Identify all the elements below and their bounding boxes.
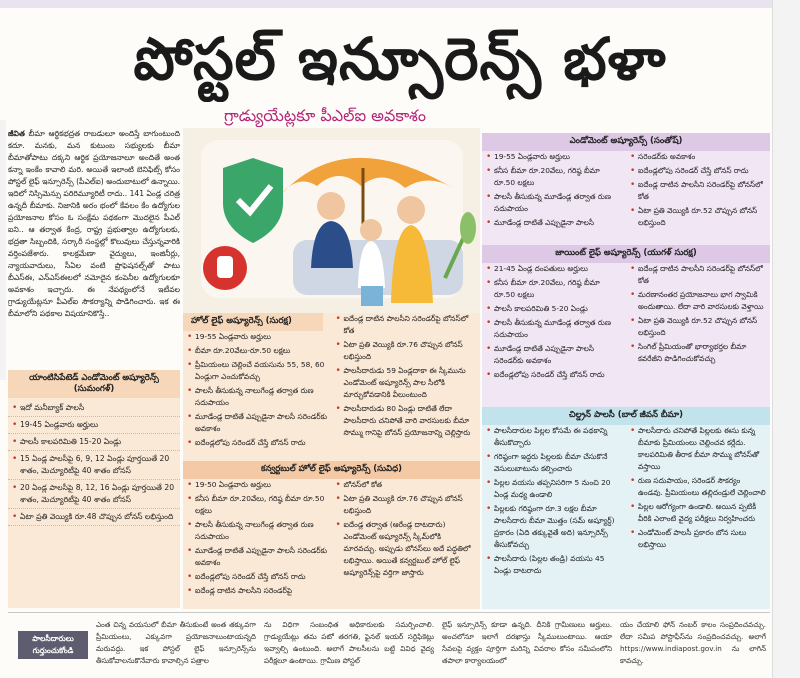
list-item: • బోనస్‌లో కోత (332, 479, 481, 491)
suvidha-box (183, 461, 480, 609)
list-item: • ఎండోమెంట్ పాలసీ ప్రకారం బోన సులు లభిస్తాయి (626, 527, 770, 551)
yugal-suraksha-box (482, 245, 770, 407)
list-item: • పాలసీ తీసుకున్న మూడేండ్ల తర్వాత రుణ సదుపాయం (482, 191, 626, 215)
suraksha-box (183, 313, 480, 461)
hand-stop-icon (203, 246, 247, 290)
list-item: • పిల్లల వయసు తప్పనిసరిగా 5 నుంచి 20 ఏండ్ల మధ్య ఉండాలి (482, 477, 626, 501)
tips-col-4: యం చేయాలి ఫోన్ నంబర్ కాలం సంప్రదించవచ్చు. లేదా సమీప పోస్టాఫీస్‌ను సంప్రదించవచ్చు. అలాగే https://www.indiapost.gov.in ను లాగిన్ కావచ్చు. (620, 620, 766, 665)
list-item: • 20 ఏండ్ల పాలసీపై 8, 12, 16 ఏండ్లు పూర్తయితే 20 శాతం, మెచ్యూరిటీపై 40 శాతం బోనస్ (8, 482, 180, 509)
top-strip (0, 0, 800, 8)
list-item: • ఐదేండ్లలోపు సరెండర్ చేస్తే బోనస్ రాదు (626, 165, 770, 177)
list-item: • మూడేండ్ల దాటితే ఎప్పుడైనా పాలసీ సరెండర్‌కు అవకాశం (183, 545, 332, 569)
list-item: • పాలసీదారుడు 59 ఏండ్లదాకా ఈ స్కీమును ఎండోమెంట్ అష్యూరెన్స్ పాల సీలోకి మార్చుకోవడానికి వీలుంటుంది (332, 365, 481, 401)
list-item: • ఐదేండ్ల దాటిన పాలసీని సరెండర్‌పై (183, 585, 332, 597)
list-item: • పాలసీ కాలపరిమితి 5-20 ఏండ్లు (482, 303, 626, 315)
list-item: • 19-50 ఏండ్లవారు అర్హులు (183, 479, 332, 491)
santosh-box (482, 133, 770, 245)
subhead: గ్రాడ్యుయేట్లకూ పీఎల్ఐ అవకాశం (224, 106, 426, 125)
list-item: • పాలసీ తీసుకున్న మూడేండ్ల తర్వాత రుణ సదుపాయం (482, 317, 626, 341)
headline: పోస్టల్ ఇన్సూరెన్స్ భళా (133, 25, 667, 93)
suraksha-list-left (183, 331, 332, 449)
list-item: • పాలసీదారు (పిల్లల తండ్రి) వయసు 45 ఏండ్లు దాటరాదు (482, 553, 626, 577)
intro-text: బీమా ఆర్థికభద్రత రాబడులూ అందిస్తే బాగుంటుంది కదూ. మనకు, మన కుటుంబ సభ్యులకు బీమా బీమాతోపాటు దక్కని ఆర్థిక ప్రయోజనాలూ అందితే అంత కన్నా ఇంకేం కావాలి మరి. అయితే ఇలాంటి బెనిఫిట్స్ కోసం పోస్టల్ లైఫ్ ఇన్సూరెన్స్ (పీఎల్ఐ) అందుబాటులో ఉన్నాయి. ఇదిలో నిస్సిమెన్సు పరిరిమ్యూరిటీ రాదు.. 141 ఏండ్ల చరిత్ర ఉన్నదీ బీమాకు. నిజానికి అరం భంలో కేవలం కేం ఉద్యోగుల ప్రయోజనాల కోసం ఓ సంక్షేమ పథకంగా మొదలైన పీఎల్ ఐని.. ఆ తర్వాత కేంద్ర, రాష్ట్ర ప్రభుత్వాల ఉద్యోగులకు, భద్రతా సిబ్బందికి, సర్కారీ సంస్థల్లో కొలువులు చేస్తున్నవారికి వర్తింపజేశారు. కాలక్రమేణా వైద్యులు, ఇంజినీర్లు, న్యాయవాదులు, సీఏల వంటి ప్రొఫెషనల్స్‌తో పాటు బీఎస్ఈ, ఎన్ఎస్ఈలలో నమోదైన కంపెనీల ఉద్యోగులకూ అవకాశం ఇచ్చారు. ఈ నేపథ్యంలోనే ఇటీవల గ్రాడ్యుయేట్లనూ పీఎల్ఐ సౌకర్యాన్ని పొడిగించారు. ఇక ఈ బీమాలోని పథకాల విషయానికొస్తే.. (8, 129, 180, 318)
list-item: • పాలసీదారు చనిపోతే పిల్లలకు ఈసు కున్న బీమాకు ప్రీమియంలు చెల్లించవ కర్లేదు. కాలపరిమితి తీరాక బీమా సొమ్ము బోనస్‌తో వస్తాయి (626, 425, 770, 473)
list-item: • ఐదేండ్లలోపు సరెండర్ చేస్తే బోనస్ రాదు (183, 571, 332, 583)
list-item: • ప్రీమియంలు చెల్లించే వయసును 55, 58, 60 ఏండ్లుగా ఎంచుకోవచ్చు (183, 359, 332, 383)
list-item: • మూడేండ్ల దాటితే ఎప్పుడైనా పాలసీ (482, 217, 626, 229)
list-item: • ఏటా ప్రతి వెయ్యికి రూ.48 చొప్పున బోనస్ లభిస్తుంది (8, 511, 180, 526)
list-item: • పాలసీ తీసుకున్న నాలుగేండ్ల తర్వాత రుణ సదుపాయం (183, 385, 332, 409)
list-item: • పిల్లలకు గరిష్ఠంగా రూ.3 లక్షల బీమా పాలసీదారు బీమా మొత్తం (సమ్ అష్యూర్డ్) ప్రకారం (ఏది తక్కువైతే అది) ఇన్సూరెన్స్ తీసుకోవచ్చు (482, 503, 626, 551)
list-item: • మరణానంతర ప్రయోజనాలు భాగ స్వామికి అందుతాయి. లేదా వారి వారసులకు వెళ్తాయి (626, 289, 770, 313)
list-item: • సరెండర్‌కు అవకాశం (626, 151, 770, 163)
list-item: • కనీస బీమా రూ.20వేలు, గరిష్ఠ బీమా రూ.50 లక్షలు (482, 165, 626, 189)
tips-section (8, 612, 770, 674)
list-item: • ఏటా ప్రతి వెయ్యికి రూ.76 చొప్పున బోనస్ లభిస్తుంది (332, 493, 481, 517)
bal-jeevan-title: చిల్డ్రన్ పాలసీ (బాల్ జీవన్ బీమా) (482, 407, 770, 425)
list-item: • పిల్లల ఆరోగ్యంగా ఉండాలి. అయిన ప్పటికీ వీరికి ఎలాంటి వైద్య పరీక్షలు నిర్వహించరు (626, 501, 770, 525)
list-item: • 21-45 ఏండ్ల దంపతులు అర్హులు (482, 263, 626, 275)
intro-lead: జీవిత (8, 129, 25, 138)
suraksha-list-right (332, 313, 481, 451)
list-item: • పాలసీదారుల పిల్లల కోసమే ఈ పథకాన్ని తీసుకొచ్చారు (482, 425, 626, 449)
list-item: • 15 ఏండ్ల పాలసీపై 6, 9, 12 ఏండ్లు పూర్తయితే 20 శాతం, మెచ్యూరిటీపై 40 శాతం బోనస్ (8, 453, 180, 480)
list-item: • ఐదేండ్ల దాటిన పాలసీని సరెండర్‌పై బోనస్‌లో కోత (626, 263, 770, 287)
bal-jeevan-box (482, 407, 770, 609)
list-item: • రుణ సదుపాయం, సరెండర్ సౌకర్యం ఉండవు. ప్రీమియంలు తల్లిదండ్రులే చెల్లించాలి (626, 475, 770, 499)
illustration-svg (183, 128, 480, 313)
right-edge-column (772, 0, 800, 678)
suvidha-title: కన్వర్టబుల్ హోల్ లైఫ్ అష్యూరెన్స్ (సువిధ) (183, 461, 480, 479)
santosh-list-right (626, 151, 770, 231)
list-item: • ఐదేండ్ల దాటిన పాలసీని సరెండర్‌పై బోనస్‌లో కోత (332, 313, 481, 337)
list-item: • కనీస బీమా రూ.20వేలు, గరిష్ఠ బీమా రూ.50 లక్షలు (482, 277, 626, 301)
list-item: • పాలసీ తీసుకున్న నాలుగేండ్ల తర్వాత రుణ సదుపాయం (183, 519, 332, 543)
santosh-list-left (482, 151, 626, 231)
yugal-list-right (626, 263, 770, 383)
list-item: • సింగిల్ ప్రీమియంతో భార్యాభర్తల బీమా కవరేజీని పొడిగించుకోవచ్చు (626, 341, 770, 365)
list-item: • మూడేండ్ల దాటితే ఎప్పుడైనా పాలసీ సరెండర్‌కు అవకాశం (482, 343, 626, 367)
sumangal-box (8, 370, 180, 608)
tips-tag: పాలసీదారులు గుర్తుంచుకోండి (18, 631, 88, 659)
tips-col-2: ను విధిగా సంబంధిత అధికారులకు సమర్పించాలి. గ్రాడ్యుయేట్లు తమ పటో తరగతి, ఫైనల్ ఇయర్ సర్టిఫికెట్లు ఇవ్వాల్సి ఉంటుంది. అలాగే పాలసీలను బట్టి వివిధ వైద్య పరీక్షలూ ఉంటాయి. గ్రామీణ పోస్టల్ (264, 620, 434, 665)
list-item: • గరిష్ఠంగా ఇద్దరు పిల్లలకు బీమా చేసుకొనే వెసులుబాటును కల్పించారు (482, 451, 626, 475)
sumangal-title: యాంటిసిపేటెడ్ ఎండోమెంట్ అష్యూరెన్స్ (సుమంగళ్) (8, 370, 180, 398)
santosh-title: ఎండోమెంట్ అష్యూరెన్స్ (సంతోష్) (482, 133, 770, 151)
list-item: • మూడేండ్ల దాటితే ఎప్పుడైనా పాలసీ సరెండర్‌కు అవకాశం (183, 411, 332, 435)
bal-jeevan-list-right (626, 425, 770, 579)
family-illustration (183, 128, 480, 313)
intro-article (8, 128, 180, 370)
sumangal-list (8, 398, 180, 526)
list-item: • ఏటా ప్రతి వెయ్యికి రూ.52 చొప్పున బోనస్ లభిస్తుంది (626, 315, 770, 339)
yugal-suraksha-title: జాయింట్ లైఫ్ అష్యూరెన్స్ (యుగళ్ సురక్ష) (482, 245, 770, 263)
yugal-list-left (482, 263, 626, 383)
list-item: • పాలసీ కాలపరిమితి 15-20 ఏండ్లు (8, 436, 180, 451)
left-edge-column (0, 120, 6, 380)
list-item: • ఐదేండ్లలోపు సరెండర్ చేస్తే బోనస్ రాదు (183, 437, 332, 449)
suvidha-list-left (183, 479, 332, 599)
list-item: • బీమా రూ.20వేలు-రూ.50 లక్షలు (183, 345, 332, 357)
tips-col-3: లైఫ్ ఇన్సూరెన్స్ కూడా ఉన్నది. దీనికి గ్రామీణులు అర్హులు. అంచలోనూ ఇలాగే దరఖాస్తు స్కీములుంటాయి. ఆయా సేవలపై వ్యక్తం పూర్తిగా మరిన్ని వివరాల కోసం సమీపంలోని తపాలా కార్యాలయంలో (442, 620, 612, 665)
bal-jeevan-list-left (482, 425, 626, 579)
list-item: • ఐదేండ్లలోపు సరెండర్ చేస్తే బోనస్ రాదు (482, 369, 626, 381)
suvidha-list-right (332, 479, 481, 599)
suraksha-title: హోల్ లైఫ్ అష్యూరెన్స్ (సురక్ష) (183, 313, 323, 331)
list-item: • ఏటా ప్రతి వెయ్యికి రూ.76 చొప్పున బోనస్ లభిస్తుంది (332, 339, 481, 363)
list-item: • ఐదేండ్ల తర్వాత (ఆరేండ్ల దాటదారు) ఎండోమెంట్ అష్యూరెన్స్ స్కీమ్‌లోకి మారవచ్చు. అప్పుడు బోనస్‌లు అదే పద్ధతిలో లభిస్తాయి. అయితే కన్వర్టబుల్ హోల్ లైఫ్ అష్యూరెన్స్‌పై వర్తిగా జాస్తారు (332, 519, 481, 579)
list-item: • 19-45 ఏండ్లవారు అర్హులు (8, 419, 180, 434)
list-item: • 19-55 ఏండ్లవారు అర్హులు (482, 151, 626, 163)
list-item: • కనీస బీమా రూ.20వేలు, గరిష్ఠ బీమా రూ.50 లక్షలు (183, 493, 332, 517)
list-item: • ఐదేండ్ల దాటిన పాలసీని సరెండర్‌పై బోనస్‌లో కోత (626, 179, 770, 203)
list-item: • పాలసీదారుడు 80 ఏండ్లు దాటితే లేదా పాలసీదారు చనిపోతే వారి వారసులకు బీమా సొమ్ము గానిపై బోనస్ ప్రయోజనాన్ని చెల్లిస్తారు (332, 403, 481, 439)
list-item: • 19-55 ఏండ్లవారు అర్హులు (183, 331, 332, 343)
tips-col-1: ఎంత చిన్న వయసులో బీమా తీసుకుంటే అంత తక్కువగా ప్రీమియంలు, ఎక్కువగా ప్రయోజనాలుంటాయన్నది మరువద్దు. ఇక పోస్టల్ లైఫ్ ఇన్సూరెన్స్‌ను తీసుకోవాలనుకొనేవారు కావాల్సిన పత్రాల (96, 620, 256, 665)
list-item: • ఇదో మనీబ్యాక్ పాలసీ (8, 402, 180, 417)
list-item: • ఏటా ప్రతి వెయ్యికి రూ.52 చొప్పున బోనస్ లభిస్తుంది (626, 205, 770, 229)
